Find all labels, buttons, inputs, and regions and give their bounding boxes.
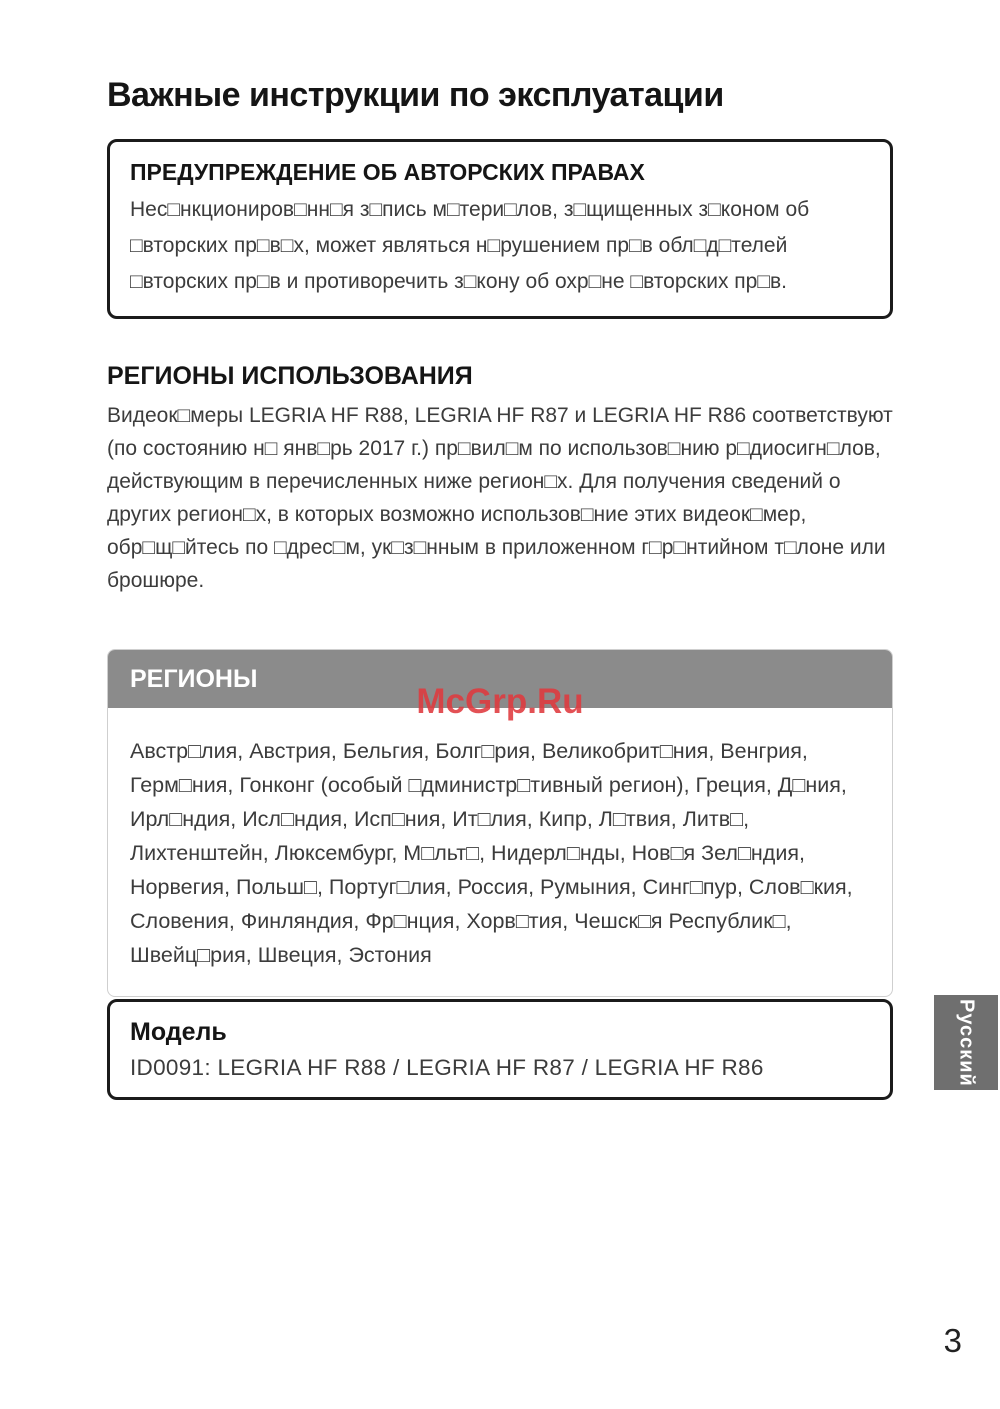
- regions-usage-heading: РЕГИОНЫ ИСПОЛЬЗОВАНИЯ: [107, 362, 473, 390]
- regions-list: Австр□лия, Австрия, Бельгия, Болг□рия, Великобрит□ния, Венгрия, Герм□ния, Гонконг (особый □дминистр□тивный регион), Греция, Д□ния, Ирл□ндия, Исл□ндия, Исп□ния, Ит□лия, Кипр, Л□твия, Литв□, Лихтенштейн, Люксембург, М□льт□, Нидерл□нды, Нов□я Зел□ндия, Норвегия, Польш□, Португ□лия, Россия, Румыния, Синг□пур, Слов□кия, Словения, Финляндия, Фр□нция, Хорв□тия, Чешск□я Республик□, Швейц□рия, Швеция, Эстония: [130, 739, 853, 967]
- copyright-warning-box: [107, 139, 893, 319]
- model-box-heading: Модель: [130, 1018, 227, 1046]
- copyright-warning-body: Нес□нкциониров□нн□я з□пись м□тери□лов, з□щищенных з□коном об □вторских пр□в□х, может являться н□рушением пр□в обл□д□телей □вторских пр□в и противоречить з□кону об охр□не □вторских пр□в.: [130, 197, 810, 293]
- copyright-warning-heading: ПРЕДУПРЕЖДЕНИЕ ОБ АВТОРСКИХ ПРАВАХ: [130, 159, 645, 185]
- page-title: Важные инструкции по эксплуатации: [107, 76, 724, 114]
- regions-box-header: РЕГИОНЫ: [108, 650, 892, 708]
- regions-box: [107, 649, 893, 997]
- regions-usage-body: Видеок□меры LEGRIA HF R88, LEGRIA HF R87 и LEGRIA HF R86 соответствуют (по состоянию н□ янв□рь 2017 г.) пр□вил□м по использов□нию р□диосигн□лов, действующим в перечисленных ниже регион□х. Для получения сведений о других регион□х, в которых возможно использов□ние этих видеок□мер, обр□щ□йтесь по □дрес□м, ук□з□нным в приложенном г□р□нтийном т□лоне или брошюре.: [107, 404, 893, 592]
- model-box: [107, 999, 893, 1100]
- language-tab-russian: Русский: [934, 995, 998, 1090]
- page-number: 3: [943, 1322, 962, 1359]
- watermark-text: McGrp.Ru: [416, 682, 584, 721]
- model-id-line: ID0091: LEGRIA HF R88 / LEGRIA HF R87 / LEGRIA HF R86: [130, 1055, 764, 1080]
